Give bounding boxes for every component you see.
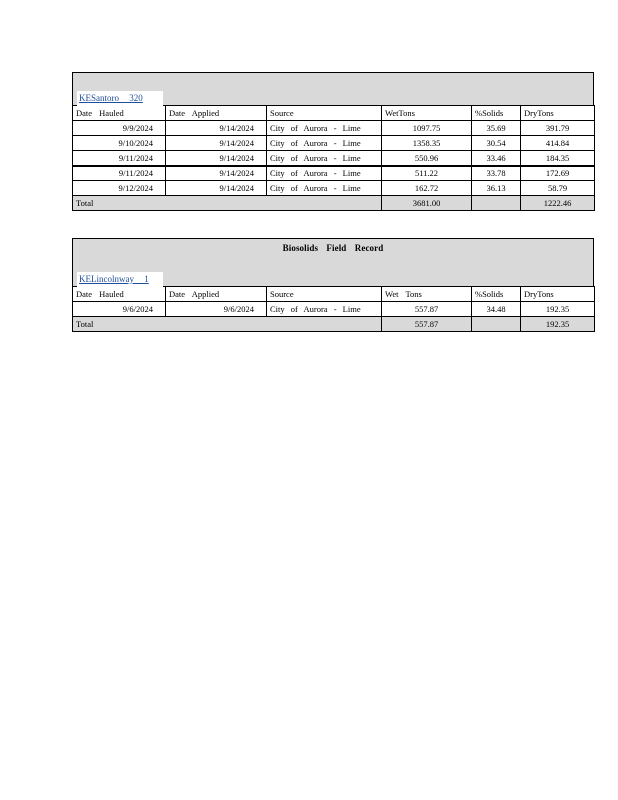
wet-tons-cell: 1358.35 bbox=[382, 136, 472, 151]
records-table bbox=[72, 286, 595, 332]
field-name-cell bbox=[77, 91, 163, 106]
source-cell: City of Aurora - Lime bbox=[267, 136, 382, 151]
total-percent-solids bbox=[472, 317, 521, 332]
total-label: Total bbox=[73, 317, 382, 332]
date-hauled-cell: 9/11/2024 bbox=[73, 166, 166, 181]
date-applied-cell: 9/14/2024 bbox=[166, 151, 267, 166]
date-applied-cell: 9/6/2024 bbox=[166, 302, 267, 317]
percent-solids-cell: 36.13 bbox=[472, 181, 521, 196]
col-dry-tons: DryTons bbox=[521, 106, 595, 121]
source-cell: City of Aurora - Lime bbox=[267, 166, 382, 181]
col-source: Source bbox=[267, 106, 382, 121]
section-header bbox=[72, 238, 594, 286]
table-row bbox=[73, 166, 595, 181]
percent-solids-cell: 33.78 bbox=[472, 166, 521, 181]
dry-tons-cell: 391.79 bbox=[521, 121, 595, 136]
date-hauled-cell: 9/12/2024 bbox=[73, 181, 166, 196]
total-row bbox=[73, 317, 595, 332]
total-wet-tons: 557.87 bbox=[382, 317, 472, 332]
col-date-applied: Date Applied bbox=[166, 287, 267, 302]
records-table bbox=[72, 105, 595, 211]
field-record-section-2 bbox=[72, 238, 594, 332]
percent-solids-cell: 35.69 bbox=[472, 121, 521, 136]
table-header-row bbox=[73, 106, 595, 121]
total-percent-solids bbox=[472, 196, 521, 211]
table-row bbox=[73, 151, 595, 166]
total-row bbox=[73, 196, 595, 211]
total-dry-tons: 1222.46 bbox=[521, 196, 595, 211]
dry-tons-cell: 414.84 bbox=[521, 136, 595, 151]
section-title: Biosolids Field Record bbox=[282, 243, 384, 253]
date-applied-cell: 9/14/2024 bbox=[166, 166, 267, 181]
date-hauled-cell: 9/10/2024 bbox=[73, 136, 166, 151]
source-cell: City of Aurora - Lime bbox=[267, 151, 382, 166]
dry-tons-cell: 184.35 bbox=[521, 151, 595, 166]
date-hauled-cell: 9/9/2024 bbox=[73, 121, 166, 136]
dry-tons-cell: 192.35 bbox=[521, 302, 595, 317]
col-date-hauled: Date Hauled bbox=[73, 287, 166, 302]
col-date-applied: Date Applied bbox=[166, 106, 267, 121]
col-wet-tons: WetTons bbox=[382, 106, 472, 121]
col-wet-tons: Wet Tons bbox=[382, 287, 472, 302]
total-label: Total bbox=[73, 196, 382, 211]
percent-solids-cell: 34.48 bbox=[472, 302, 521, 317]
section-header bbox=[72, 72, 594, 105]
total-dry-tons: 192.35 bbox=[521, 317, 595, 332]
percent-solids-cell: 33.46 bbox=[472, 151, 521, 166]
table-row bbox=[73, 121, 595, 136]
dry-tons-cell: 58.79 bbox=[521, 181, 595, 196]
table-row bbox=[73, 181, 595, 196]
date-applied-cell: 9/14/2024 bbox=[166, 121, 267, 136]
source-cell: City of Aurora - Lime bbox=[267, 181, 382, 196]
col-source: Source bbox=[267, 287, 382, 302]
wet-tons-cell: 162.72 bbox=[382, 181, 472, 196]
col-dry-tons: DryTons bbox=[521, 287, 595, 302]
table-row bbox=[73, 136, 595, 151]
date-hauled-cell: 9/11/2024 bbox=[73, 151, 166, 166]
date-applied-cell: 9/14/2024 bbox=[166, 136, 267, 151]
dry-tons-cell: 172.69 bbox=[521, 166, 595, 181]
table-header-row bbox=[73, 287, 595, 302]
field-record-section-1 bbox=[72, 72, 594, 211]
wet-tons-cell: 550.96 bbox=[382, 151, 472, 166]
date-applied-cell: 9/14/2024 bbox=[166, 181, 267, 196]
wet-tons-cell: 511.22 bbox=[382, 166, 472, 181]
col-date-hauled: Date Hauled bbox=[73, 106, 166, 121]
wet-tons-cell: 1097.75 bbox=[382, 121, 472, 136]
field-link[interactable]: KESantoro 320 bbox=[79, 93, 143, 103]
field-name-cell bbox=[77, 272, 163, 287]
table-row bbox=[73, 302, 595, 317]
date-hauled-cell: 9/6/2024 bbox=[73, 302, 166, 317]
total-wet-tons: 3681.00 bbox=[382, 196, 472, 211]
field-link[interactable]: KELincolnway 1 bbox=[79, 274, 149, 284]
source-cell: City of Aurora - Lime bbox=[267, 302, 382, 317]
wet-tons-cell: 557.87 bbox=[382, 302, 472, 317]
percent-solids-cell: 30.54 bbox=[472, 136, 521, 151]
col-percent-solids: %Solids bbox=[472, 287, 521, 302]
col-percent-solids: %Solids bbox=[472, 106, 521, 121]
source-cell: City of Aurora - Lime bbox=[267, 121, 382, 136]
